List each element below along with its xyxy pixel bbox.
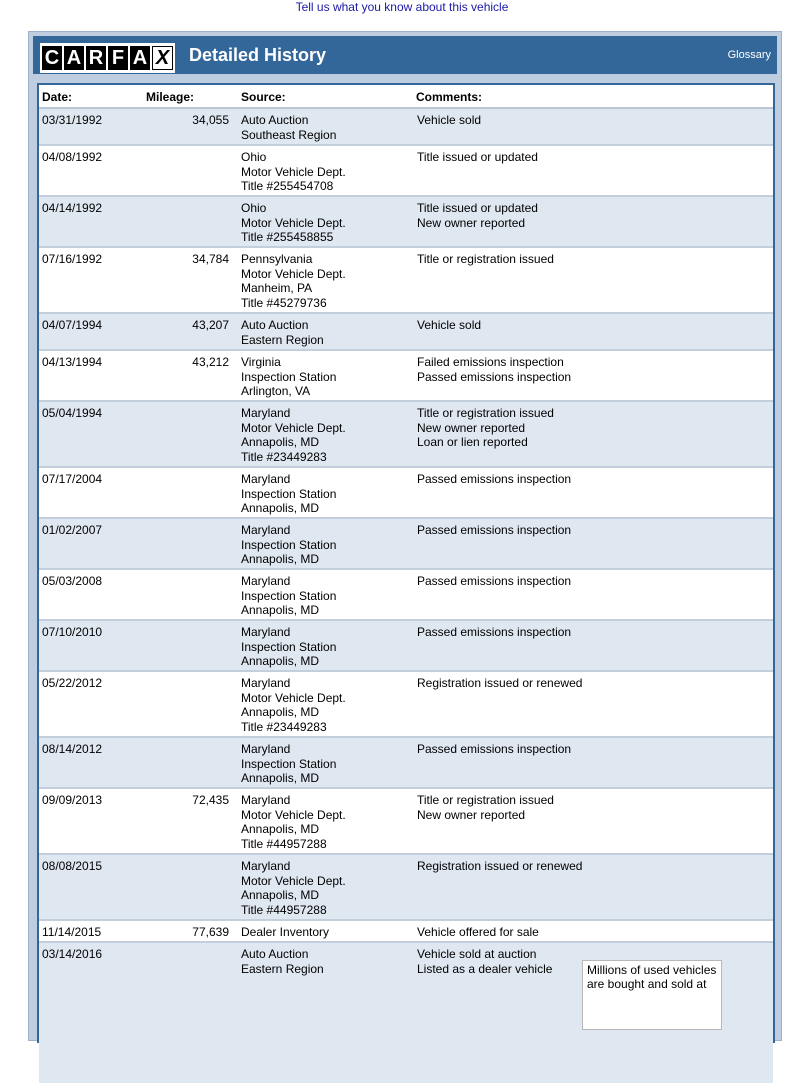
date-cell: 07/17/2004 [42, 472, 103, 486]
source-cell-line: Motor Vehicle Dept. [241, 807, 346, 822]
detailed-history-panel [28, 31, 782, 1041]
date-cell: 07/16/1992 [42, 252, 103, 266]
table-row [39, 738, 773, 789]
source-cell-line: Inspection Station [241, 588, 337, 603]
source-cell-line: Annapolis, MD [241, 654, 320, 669]
source-cell [241, 676, 346, 734]
date-cell: 04/14/1992 [42, 201, 103, 215]
table-row [39, 468, 773, 519]
history-table [37, 83, 775, 1043]
comments-cell-line: Vehicle sold [417, 113, 482, 127]
comments-cell-line: New owner reported [417, 215, 526, 230]
table-row [39, 789, 773, 855]
source-cell-line: Motor Vehicle Dept. [241, 873, 346, 888]
source-cell-line: Manheim, PA [241, 281, 313, 296]
comments-cell-line: Listed as a dealer vehicle [417, 961, 553, 976]
date-cell: 04/08/1992 [42, 150, 103, 164]
comments-cell [417, 318, 481, 333]
table-row [39, 314, 773, 351]
logo-letter: F [108, 46, 128, 70]
table-row [39, 402, 773, 468]
source-cell-line: Annapolis, MD [241, 771, 320, 786]
comments-cell [417, 523, 571, 538]
source-cell [241, 150, 346, 194]
source-cell-line: Maryland [241, 793, 291, 807]
date-cell: 04/13/1994 [42, 355, 103, 369]
table-header-row [39, 85, 773, 109]
comments-cell [417, 252, 554, 267]
source-cell-line: Inspection Station [241, 756, 337, 771]
source-cell-line: Inspection Station [241, 639, 337, 654]
comments-cell [417, 201, 538, 230]
comments-cell [417, 472, 571, 487]
source-cell [241, 201, 346, 245]
source-cell-line: Ohio [241, 201, 267, 215]
source-cell-line: Auto Auction [241, 947, 309, 961]
logo-letter: A [130, 46, 150, 70]
comments-cell-line: Passed emissions inspection [417, 574, 572, 588]
source-cell [241, 859, 346, 917]
table-row [39, 519, 773, 570]
source-cell-line: Maryland [241, 742, 291, 756]
date-cell: 04/07/1994 [42, 318, 103, 332]
comments-cell-line: Passed emissions inspection [417, 369, 572, 384]
comments-cell [417, 925, 539, 940]
source-cell-line: Arlington, VA [241, 384, 311, 399]
date-cell: 03/31/1992 [42, 113, 103, 127]
comments-cell-line: Title or registration issued [417, 406, 554, 420]
date-cell: 05/22/2012 [42, 676, 103, 690]
date-cell: 08/14/2012 [42, 742, 103, 756]
comments-cell-line: Vehicle sold at auction [417, 947, 537, 961]
carfax-logo [40, 43, 175, 73]
source-cell-line: Annapolis, MD [241, 822, 320, 837]
date-cell: 11/14/2015 [42, 925, 102, 939]
source-cell-line: Ohio [241, 150, 267, 164]
mileage-column-header: Mileage: [146, 90, 195, 104]
source-cell-line: Title #45279736 [241, 295, 327, 310]
comments-cell-line: Passed emissions inspection [417, 472, 572, 486]
source-cell-line: Auto Auction [241, 113, 309, 127]
source-cell-line: Annapolis, MD [241, 705, 320, 720]
source-cell-line: Maryland [241, 625, 291, 639]
date-cell: 05/04/1994 [42, 406, 103, 420]
glossary-link[interactable]: Glossary [727, 49, 771, 61]
source-cell-line: Annapolis, MD [241, 552, 320, 567]
comments-cell-line: Title issued or updated [417, 201, 538, 215]
source-cell-line: Inspection Station [241, 486, 337, 501]
comments-column-header: Comments: [416, 90, 483, 104]
source-column-header: Source: [241, 90, 286, 104]
callout-line: Millions of used vehicles [587, 963, 717, 977]
source-cell-line: Pennsylvania [241, 252, 313, 266]
source-cell [241, 406, 346, 464]
source-cell-line: Title #23449283 [241, 449, 327, 464]
comments-cell [417, 113, 481, 128]
source-cell-line: Eastern Region [241, 332, 324, 347]
source-cell-line: Maryland [241, 472, 291, 486]
source-cell-line: Motor Vehicle Dept. [241, 420, 346, 435]
source-cell [241, 625, 336, 669]
comments-cell [417, 947, 552, 976]
date-cell: 01/02/2007 [42, 523, 103, 537]
comments-cell-line: Title or registration issued [417, 252, 554, 266]
source-cell [241, 318, 324, 347]
date-cell: 09/09/2013 [42, 793, 103, 807]
source-cell [241, 113, 336, 142]
source-cell [241, 793, 346, 851]
source-cell-line: Annapolis, MD [241, 603, 320, 618]
mileage-cell: 43,212 [192, 355, 229, 369]
comments-cell [417, 406, 554, 450]
table-row [39, 570, 773, 621]
source-cell [241, 947, 324, 976]
source-cell [241, 355, 336, 399]
table-row [39, 248, 773, 314]
comments-cell-line: Failed emissions inspection [417, 355, 564, 369]
callout-line: are bought and sold at [587, 977, 707, 991]
comments-cell-line: Vehicle offered for sale [417, 925, 539, 939]
comments-cell-line: Registration issued or renewed [417, 859, 583, 873]
source-cell [241, 742, 336, 786]
mileage-cell: 34,055 [192, 113, 229, 127]
source-cell-line: Motor Vehicle Dept. [241, 690, 346, 705]
table-row [39, 109, 773, 146]
source-cell [241, 523, 336, 567]
source-cell-line: Maryland [241, 406, 291, 420]
table-row [39, 351, 773, 402]
source-cell [241, 252, 346, 310]
table-row [39, 621, 773, 672]
logo-letter: A [64, 46, 84, 70]
table-row [39, 672, 773, 738]
mileage-cell: 34,784 [192, 252, 229, 266]
logo-letter: C [42, 46, 62, 70]
comments-cell [417, 793, 554, 822]
auction-info-box [582, 960, 722, 1030]
comments-cell-line: New owner reported [417, 807, 526, 822]
table-body [39, 109, 773, 1083]
comments-cell [417, 859, 582, 874]
comments-cell-line: Vehicle sold [417, 318, 482, 332]
comments-cell-line: Passed emissions inspection [417, 625, 572, 639]
source-cell-line: Motor Vehicle Dept. [241, 215, 346, 230]
source-cell [241, 472, 336, 516]
source-cell-line: Title #44957288 [241, 836, 327, 851]
source-cell-line: Virginia [241, 355, 281, 369]
mileage-cell: 77,639 [192, 925, 229, 939]
source-cell-line: Annapolis, MD [241, 501, 320, 516]
comments-cell-line: Passed emissions inspection [417, 523, 572, 537]
comments-cell-line: Loan or lien reported [417, 435, 528, 450]
logo-letter: R [86, 46, 106, 70]
source-cell [241, 574, 336, 618]
comments-cell [417, 150, 538, 165]
source-cell-line: Title #255454708 [241, 179, 334, 194]
comments-cell-line: Registration issued or renewed [417, 676, 583, 690]
table-row [39, 921, 773, 943]
source-cell-line: Maryland [241, 676, 291, 690]
table-row [39, 146, 773, 197]
page-title: Detailed History [189, 45, 327, 65]
source-cell-line: Motor Vehicle Dept. [241, 164, 346, 179]
date-cell: 08/08/2015 [42, 859, 103, 873]
source-cell [241, 925, 329, 940]
source-cell-line: Maryland [241, 859, 291, 873]
date-column-header: Date: [42, 90, 73, 104]
date-cell: 07/10/2010 [42, 625, 103, 639]
comments-cell-line: Title issued or updated [417, 150, 538, 164]
source-cell-line: Southeast Region [241, 127, 337, 142]
source-cell-line: Inspection Station [241, 369, 337, 384]
comments-cell-line: Passed emissions inspection [417, 742, 572, 756]
source-cell-line: Maryland [241, 574, 291, 588]
comments-cell [417, 355, 571, 384]
source-cell-line: Maryland [241, 523, 291, 537]
comments-cell [417, 742, 571, 757]
comments-cell [417, 676, 582, 691]
source-cell-line: Dealer Inventory [241, 925, 330, 939]
source-cell-line: Annapolis, MD [241, 435, 320, 450]
source-cell-line: Title #44957288 [241, 902, 327, 917]
source-cell-line: Title #23449283 [241, 719, 327, 734]
source-cell-line: Annapolis, MD [241, 888, 320, 903]
table-row [39, 855, 773, 921]
date-cell: 03/14/2016 [42, 947, 103, 961]
mileage-cell: 72,435 [192, 793, 229, 807]
source-cell-line: Motor Vehicle Dept. [241, 266, 346, 281]
comments-cell [417, 625, 571, 640]
logo-letter: X [152, 46, 173, 70]
tell-us-link[interactable]: Tell us what you know about this vehicle [295, 0, 509, 14]
mileage-cell: 43,207 [192, 318, 229, 332]
panel-header [33, 36, 777, 74]
source-cell-line: Auto Auction [241, 318, 309, 332]
source-cell-line: Eastern Region [241, 961, 324, 976]
date-cell: 05/03/2008 [42, 574, 103, 588]
source-cell-line: Inspection Station [241, 537, 337, 552]
comments-cell-line: New owner reported [417, 420, 526, 435]
table-row [39, 197, 773, 248]
source-cell-line: Title #255458855 [241, 230, 334, 245]
comments-cell [417, 574, 571, 589]
comments-cell-line: Title or registration issued [417, 793, 554, 807]
